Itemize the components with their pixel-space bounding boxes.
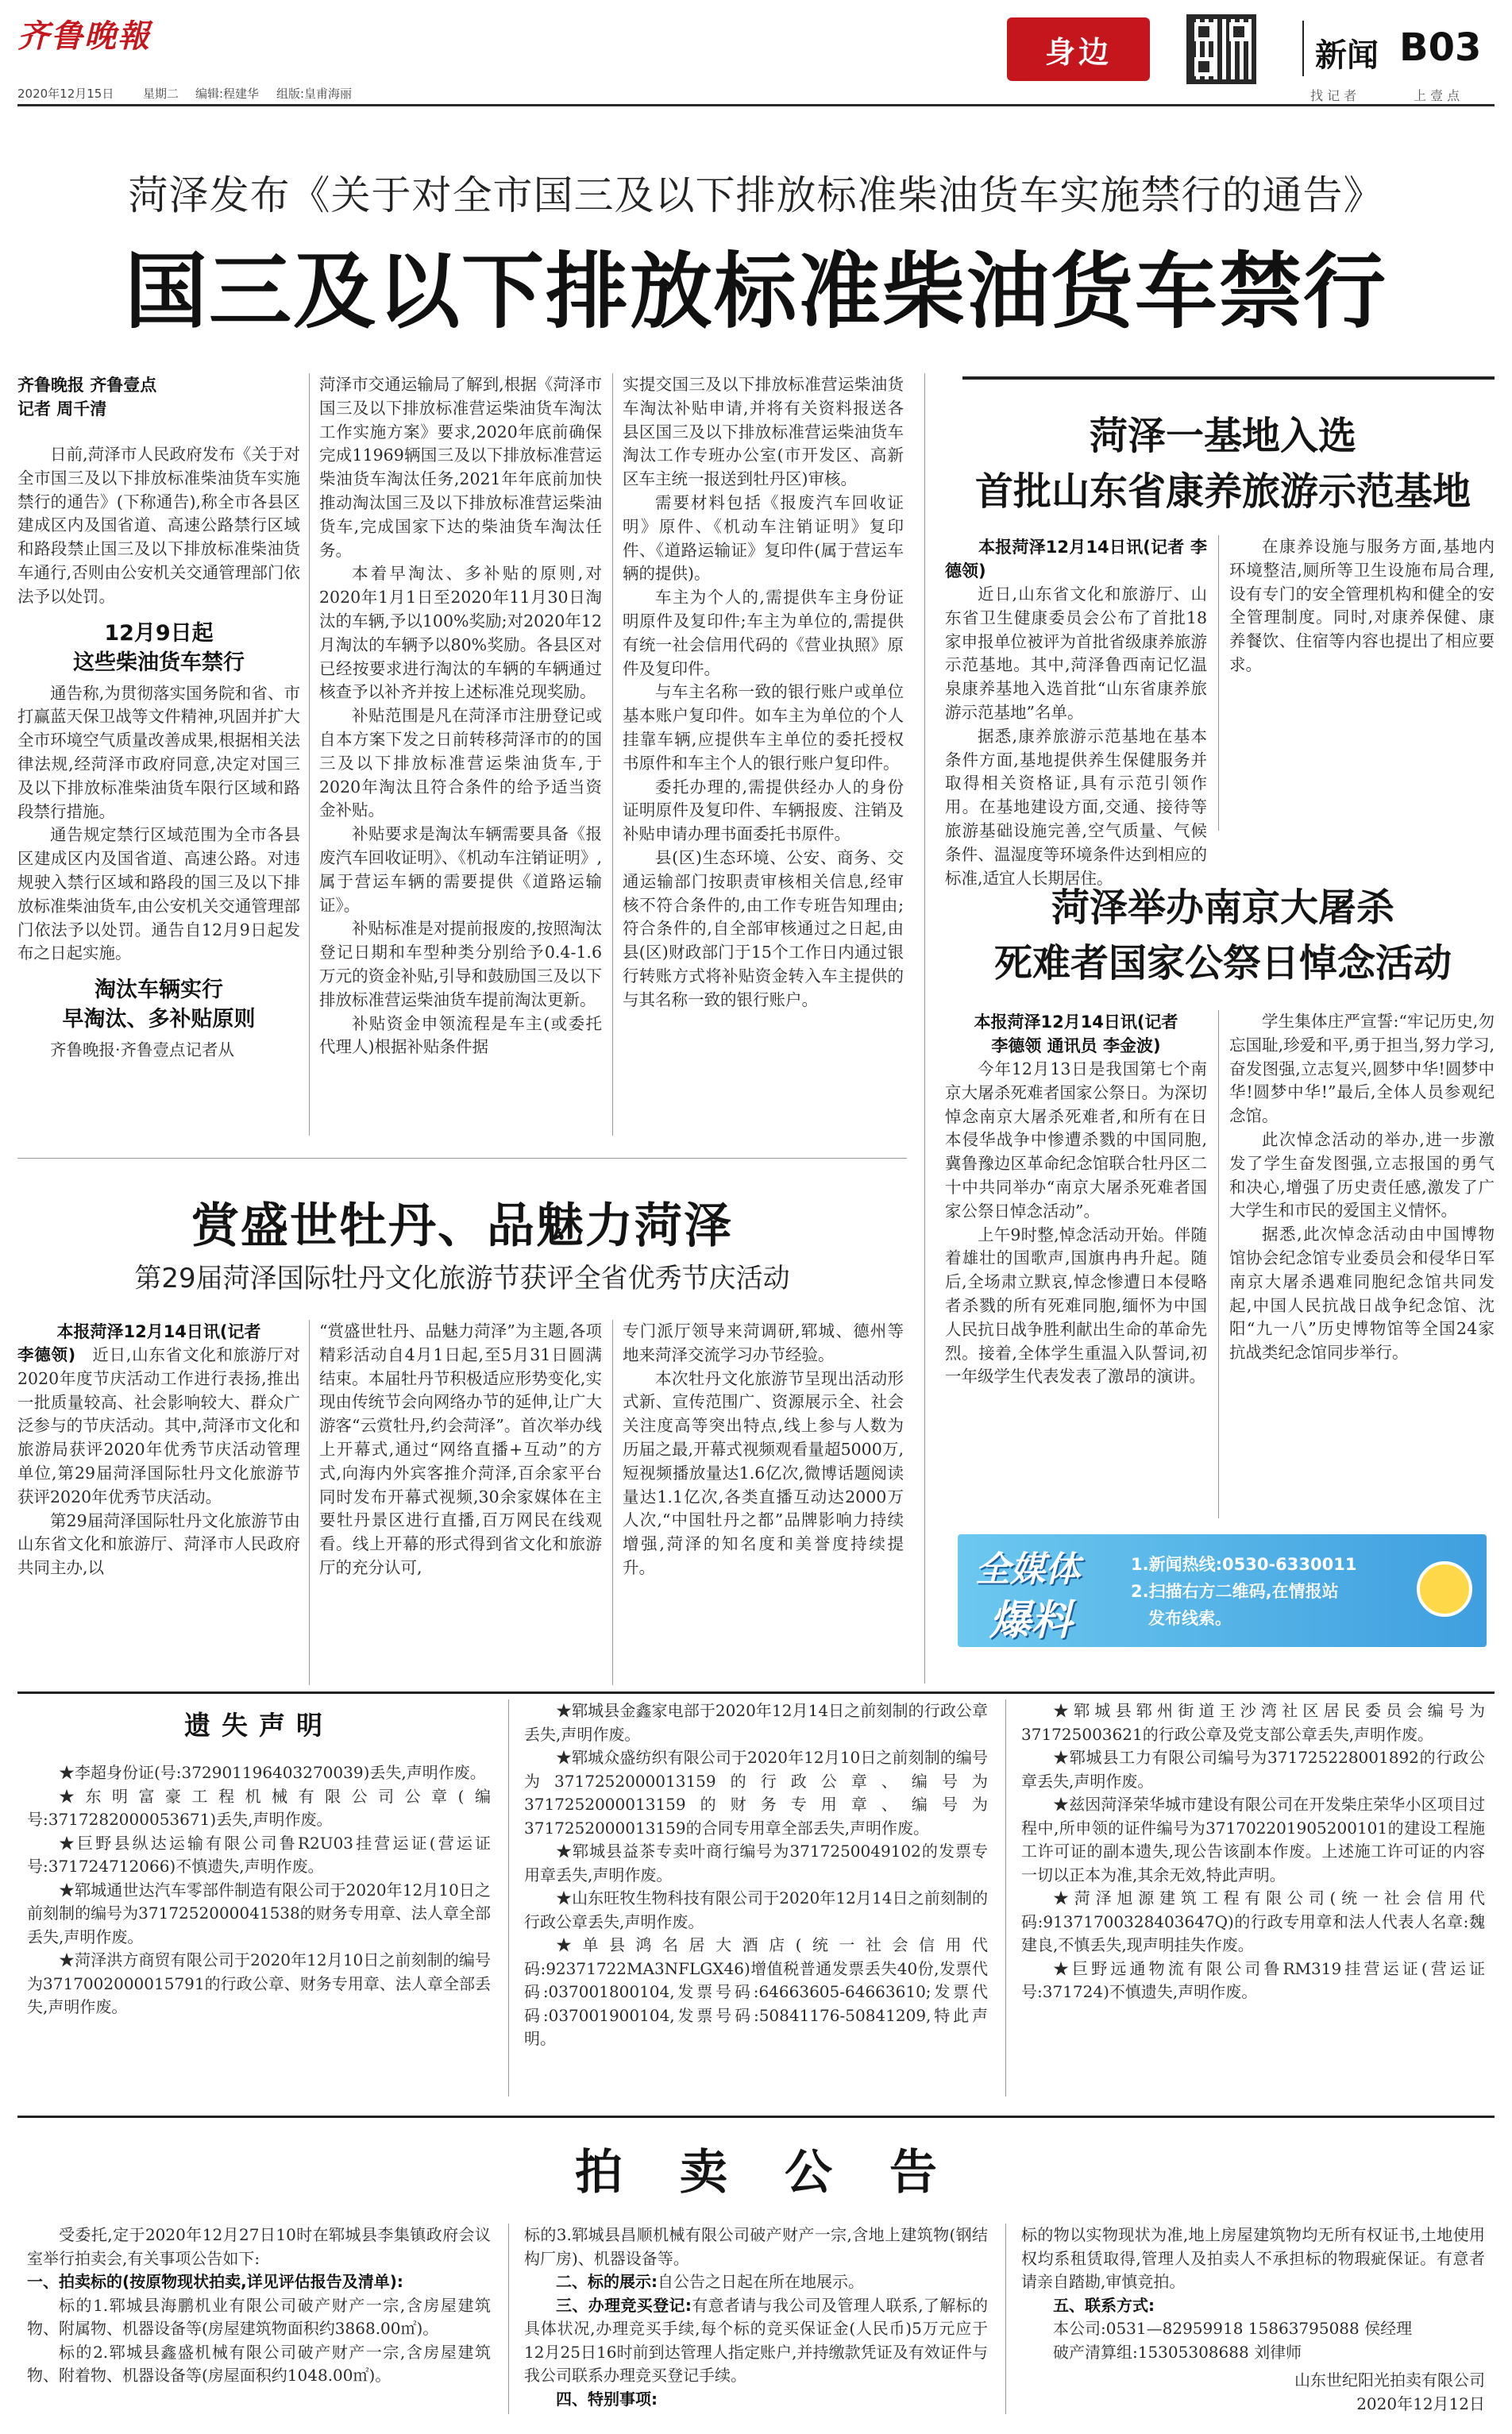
paragraph: 本次牡丹文化旅游节呈现出活动形式新、宣传范围广、资源展示全、社会关注度高等突出特点,线上参与人数为历届之最,开幕式视频观看量超5000万,短视频播放量达1.6亿次,微博话题阅读量达1.1亿次,各类直播互动达2000万人次,“中国牡丹之都”品牌影响力持续增强,菏泽的知名度和美誉度持续提升。 <box>623 1368 904 1577</box>
story2-byline: 本报菏泽12月14日讯(记者 李德领) <box>945 538 1207 581</box>
paragraph: 受委托,定于2020年12月27日10时在郓城县李集镇政府会议室举行拍卖会,有关事项公告如下: <box>27 2225 491 2268</box>
auction-heading-3: 三、办理竞买登记: <box>556 2295 692 2315</box>
story4-title: 赏盛世牡丹、品魅力菏泽 <box>191 1198 733 1254</box>
paragraph: 补贴范围是凡在菏泽市注册登记或自本方案下发之日前转移菏泽市的的国三及以下排放标准营运柴油货车,于2020年淘汰且符合条件的给予适当资金补贴。 <box>319 706 602 820</box>
column-divider <box>309 373 310 1136</box>
paragraph: 补贴资金申领流程是车主(或委托代理人)根据补贴条件据 <box>319 1013 602 1057</box>
lost-notice: ★巨野远通物流有限公司鲁RM319挂营运证(营运证号:371724)不慎遗失,声明作废。 <box>1021 1958 1485 2001</box>
auction-heading-5: 五、联系方式: <box>1053 2295 1155 2315</box>
column-divider <box>508 1699 509 2096</box>
paragraph: 今年12月13日是我国第七个南京大屠杀死难者国家公祭日。为深切悼念南京大屠杀死难者,和所有在日本侵华战争中惨遭杀戮的中国同胞,冀鲁豫边区革命纪念馆联合牡丹区二十中共同举办“南京大屠杀死难者国家公祭日悼念活动”。 <box>945 1059 1207 1221</box>
lead-byline-1: 齐鲁晚报 齐鲁壹点 <box>17 376 157 395</box>
paragraph: 专门派厅领导来菏调研,郓城、德州等地来菏泽交流学习办节经验。 <box>623 1321 904 1364</box>
column-divider <box>1005 2224 1006 2414</box>
lost-title: 遗失声明 <box>184 1710 334 1741</box>
lost-column-2 <box>524 1695 988 2108</box>
auction-heading-4: 四、特别事项: <box>556 2389 658 2409</box>
auction-heading-1: 一、拍卖标的(按原物现状拍卖,详见评估报告及清单): <box>27 2272 403 2291</box>
lost-notice: ★山东旺牧生物科技有限公司于2020年12月14日之前刻制的行政公章丢失,声明作废。 <box>524 1888 988 1931</box>
tip-off-ad <box>958 1534 1487 1647</box>
lead-subhead-1: 12月9日起 这些柴油货车禁行 <box>73 620 245 675</box>
paragraph: 学生集体庄严宣誓:“牢记历史,勿忘国耻,珍爱和平,勇于担当,努力学习,奋发图强,立志复兴,圆梦中华!圆梦中华!圆梦中华!”最后,全体人员参观纪念馆。 <box>1229 1012 1495 1126</box>
section-tag-label: 身边 <box>1044 34 1112 70</box>
lost-notice: ★菏泽旭源建筑工程有限公司(统一社会信用代码:91371700328403647Q)的行政专用章和法人代表人名章:魏建良,不慎丢失,现声明挂失作废。 <box>1021 1888 1485 1954</box>
section-name: 新闻 <box>1315 37 1379 74</box>
paragraph: 近日,山东省文化和旅游厅、山东省卫生健康委员会公布了首批18家申报单位被评为首批省级康养旅游示范基地。其中,菏泽鲁西南记忆温泉康养基地入选首批“山东省康养旅游示范基地”名单。 <box>945 584 1207 722</box>
column-divider <box>1218 535 1219 831</box>
paragraph: 通告称,为贯彻落实国务院和省、市打赢蓝天保卫战等文件精神,巩固并扩大全市环境空气质量改善成果,根据相关法律法规,经菏泽市政府同意,决定对国三及以下排放标准柴油货车限行区域和路段禁行措施。 <box>17 683 300 821</box>
column-divider <box>924 373 925 1684</box>
auction-text: 有意者请与我公司及管理人联系,了解标的具体状况,办理竞买手续,每个标的竞买保证金(人民币)5万元应于12月25日16时前到达管理人指定账户,并持缴款凭证及有效证件与我公司联系办理竞买登记手续。 <box>524 2295 989 2385</box>
auction-column-1 <box>27 2224 491 2422</box>
page-number: B03 <box>1399 25 1482 70</box>
story3-column-2 <box>1229 1010 1495 1518</box>
story2-column-2 <box>1229 535 1495 831</box>
lead-column-1 <box>17 373 300 1136</box>
paragraph: 齐鲁晚报·齐鲁壹点记者从 <box>50 1040 235 1060</box>
lead-byline-2: 记者 周千清 <box>17 399 107 419</box>
lost-notice: ★单县鸿名居大酒店(统一社会信用代码:92371722MA3NFLGX46)增值税普通发票丢失40份,发票代码:037001800104,发票号码:64663605-64663610;发票代码:037001900104,发票号码:50841176-50841209,特此声明。 <box>524 1935 988 2048</box>
lead-column-3 <box>623 373 904 1136</box>
lead-column-2 <box>319 373 602 1136</box>
lost-notice: ★郓城县工力有限公司编号为371725228001892的行政公章丢失,声明作废。 <box>1021 1748 1485 1791</box>
story-rule <box>962 376 1495 380</box>
story4-column-3 <box>623 1320 904 1685</box>
column-divider <box>1005 1699 1006 2096</box>
paragraph: 需要材料包括《报废汽车回收证明》原件、《机动车注销证明》复印件、《道路运输证》复印件(属于营运车辆的提供)。 <box>623 492 904 584</box>
paragraph: 在康养设施与服务方面,基地内环境整洁,厕所等卫生设施布局合理,设有专门的安全管理机构和健全的安全管理制度。同时,对康养保健、康养餐饮、住宿等内容也提出了相应要求。 <box>1229 537 1495 674</box>
paragraph: 据悉,康养旅游示范基地在基本条件方面,基地提供养生保健服务并取得相关资格证,具有示范引领作用。在基地建设方面,交通、接待等旅游基础设施完善,空气质量、气候条件、温湿度等环境条件达到相应的标准,适宜人长期居住。 <box>945 726 1207 888</box>
paragraph: 通告规定禁行区域范围为全市各县区建成区内及国省道、高速公路。对违规驶入禁行区域和路段的国三及以下排放标准柴油货车,由公安机关交通管理部门依法予以处罚。通告自12月9日起发布之日起实施。 <box>17 825 300 963</box>
issue-weekday: 星期二 <box>143 87 179 101</box>
paragraph <box>524 2294 988 2388</box>
classified-top-rule <box>17 1691 1495 1694</box>
paragraph: “赏盛世牡丹、品魅力菏泽”为主题,各项精彩活动自4月1日起,至5月31日圆满结束。本届牡丹节积极适应形势变化,实现由传统节会向网络办节的延伸,让广大游客“云赏牡丹,约会菏泽”。首次举办线上开幕式,通过“网络直播+互动”的方式,向海内外宾客推介菏泽,百余家平台同时发布开幕式视频,30余家媒体在主要牡丹景区进行直播,百万网民在线观看。线上开幕的形式得到省文化和旅游厅的充分认可, <box>319 1321 602 1577</box>
paragraph <box>17 1344 300 1510</box>
story3-column-1 <box>945 1010 1207 1518</box>
section-tag <box>1007 17 1150 81</box>
column-divider <box>508 2224 509 2414</box>
lost-notice: ★巨野县纵达运输有限公司鲁R2U03挂营运证(营运证号:371724712066)不慎遗失,声明作废。 <box>27 1833 491 1876</box>
paragraph: 补贴要求是淘汰车辆需要具备《报废汽车回收证明》、《机动车注销证明》,属于营运车辆的需要提供《道路运输证》。 <box>319 824 602 915</box>
lost-column-1 <box>27 1695 491 2108</box>
lead-headline: 国三及以下排放标准柴油货车禁行 <box>124 243 1387 340</box>
paragraph: 标的3.郓城县昌顺机械有限公司破产财产一宗,含地上建筑物(钢结构厂房)、机器设备等。 <box>524 2225 988 2268</box>
paragraph: 此次悼念活动的举办,进一步激发了学生奋发图强,立志报国的勇气和决心,增强了历史责任感,激发了广大学生和市民的爱国主义情怀。 <box>1229 1129 1495 1221</box>
column-divider <box>612 373 613 1136</box>
ad-title-2: 爆料 <box>989 1597 1073 1645</box>
ad-megaphone-icon <box>1417 1561 1472 1617</box>
paragraph: 据悉,此次悼念活动由中国博物馆协会纪念馆专业委员会和侵华日军南京大屠杀遇难同胞纪念馆共同发起,中国人民抗战日战争纪念馆、沈阳“九一八”历史博物馆等全国24家抗战类纪念馆同步举行。 <box>1229 1225 1495 1363</box>
layout-credit: 组版:皇甫海丽 <box>276 87 353 101</box>
column-divider <box>612 1320 613 1685</box>
paragraph: 补贴标准是对提前报废的,按照淘汰登记日期和车型种类分别给予0.4-1.6万元的资金补贴,引导和鼓励国三及以下排放标准营运柴油货车提前淘汰更新。 <box>319 919 602 1009</box>
auction-title: 拍卖公告 <box>575 2145 994 2201</box>
auction-text: 自公告之日起在所在地展示。 <box>658 2272 864 2291</box>
paragraph: 菏泽市交通运输局了解到,根据《菏泽市国三及以下排放标准营运柴油货车淘汰工作实施方案》要求,2020年底前确保完成11969辆国三及以下排放标准营运柴油货车淘汰任务,2021年年底前加快推动淘汰国三及以下排放标准营运柴油货车,完成国家下达的柴油货车淘汰任务。 <box>319 375 602 560</box>
ad-line-3: 发布线索。 <box>1148 1609 1232 1628</box>
story-rule <box>17 1158 907 1159</box>
story2-title-1: 菏泽一基地入选 <box>1089 414 1356 458</box>
column-divider <box>309 1320 310 1685</box>
auction-company: 山东世纪阳光拍卖有限公司 <box>1294 2370 1485 2390</box>
story4-byline-2: 李德领) <box>17 1345 76 1364</box>
auction-contact-2: 破产清算组:15305308688 刘律师 <box>1053 2342 1302 2362</box>
story3-byline-1: 本报菏泽12月14日讯(记者 <box>974 1013 1178 1032</box>
paragraph: 委托办理的,需提供经办人的身份证明原件及复印件、车辆报废、注销及补贴申请办理书面委托书原件。 <box>623 777 904 844</box>
story4-column-1 <box>17 1320 300 1685</box>
masthead-rule <box>17 104 1495 106</box>
auction-date: 2020年12月12日 <box>1356 2393 1485 2413</box>
lost-notice: ★郓城通世达汽车零部件制造有限公司于2020年12月10日之前刻制的编号为3717252000041538的财务专用章、法人章全部丢失,声明作废。 <box>27 1880 491 1946</box>
lost-notice: ★李超身份证(号:372901196403270039)丢失,声明作废。 <box>59 1763 486 1782</box>
lost-notice: ★郓城众盛纺织有限公司于2020年12月10日之前刻制的编号为3717252000013159的行政公章、编号为3717252000013159的财务专用章、编号为3717252000013159的合同专用章全部丢失,声明作废。 <box>524 1748 988 1838</box>
ad-title-1: 全媒体 <box>975 1549 1080 1590</box>
story3-title-2: 死难者国家公祭日悼念活动 <box>993 941 1452 986</box>
ad-line-2: 2.扫描右方二维码,在情报站 <box>1131 1582 1339 1601</box>
lead-kicker: 菏泽发布《关于对全市国三及以下排放标准柴油货车实施禁行的通告》 <box>128 172 1384 218</box>
qr-code-icon <box>1186 14 1256 84</box>
lost-notice: ★东明富豪工程机械有限公司公章(编号:3717282000053671)丢失,声明作废。 <box>27 1786 491 1829</box>
paragraph: 实提交国三及以下排放标准营运柴油货车淘汰补贴申请,并将有关资料报送各县区国三及以下排放标准营运柴油货车淘汰工作专班办公室(市开发区、高新区车主统一报送到牡丹区)审核。 <box>623 375 904 489</box>
paragraph: 本着早淘汰、多补贴的原则,对2020年1月1日至2020年11月30日淘汰的车辆,予以100%奖励;对2020年12月淘汰的车辆予以80%奖励。各县区对已经按要求进行淘汰的车辆的车辆通过核查予以补齐并按上述标准兑现奖励。 <box>319 564 602 702</box>
auction-heading-2: 二、标的展示: <box>556 2272 658 2291</box>
find-reporter-label: 找 记 者 <box>1310 88 1357 103</box>
lost-notice: ★郓城县金鑫家电部于2020年12月14日之前刻制的行政公章丢失,声明作废。 <box>524 1701 988 1744</box>
paragraph: 县(区)生态环境、公安、商务、交通运输部门按职责审核相关信息,经审核不符合条件的,由工作专班告知理由;符合条件的,自全部审核通过之日起,由县(区)财政部门于15个工作日内通过银行转账方式将补贴资金转入车主提供的与其名称一致的银行账户。 <box>623 847 904 1009</box>
story2-title-2: 首批山东省康养旅游示范基地 <box>974 469 1471 514</box>
editor-credit: 编辑:程建华 <box>195 87 260 101</box>
paragraph: 标的1.郓城县海鹏机业有限公司破产财产一宗,含房屋建筑物、附属物、机器设备等(房屋建筑物面积约3868.00㎡)。 <box>27 2295 491 2338</box>
lost-notice: ★郓城县郓州街道王沙湾社区居民委员会编号为371725003621的行政公章及党支部公章丢失,声明作废。 <box>1021 1701 1485 1744</box>
story4-text: 近日,山东省文化和旅游厅对2020年度节庆活动工作进行表扬,推出一批质量较高、社会影响较大、群众广泛参与的节庆活动。其中,菏泽市文化和旅游局获评2020年优秀节庆活动管理单位,第29届菏泽国际牡丹文化旅游节获评2020年优秀节庆活动。 <box>17 1345 300 1506</box>
auction-column-2 <box>524 2224 988 2422</box>
paragraph: 与车主名称一致的银行账户或单位基本账户复印件。如车主为单位的个人挂靠车辆,应提供车主单位的委托授权书原件和车主个人的银行账户复印件。 <box>623 682 904 773</box>
app-label: 上 壹 点 <box>1414 88 1460 103</box>
story3-byline-2: 李德领 通讯员 李金波) <box>991 1036 1161 1055</box>
issue-date: 2020年12月15日 <box>17 87 114 101</box>
lead-subhead-2: 淘汰车辆实行 早淘汰、多补贴原则 <box>62 978 256 1032</box>
paragraph: 第29届菏泽国际牡丹文化旅游节由山东省文化和旅游厅、菏泽市人民政府共同主办,以 <box>17 1510 300 1578</box>
lost-notice: ★兹因菏泽荣华城市建设有限公司在开发柴庄荣华小区项目过程中,所申领的证件编号为371702201905200101的建设工程施工许可证的副本遗失,现公告该副本作废。上述施工许可证的内容一切以正本为准,其余无效,特此声明。 <box>1021 1795 1485 1884</box>
auction-column-3 <box>1021 2224 1485 2422</box>
paragraph: 车主为个人的,需提供车主身份证明原件及复印件;车主为单位的,需提供有统一社会信用代码的《营业执照》原件及复印件。 <box>623 588 904 678</box>
paragraph: 标的物以实物现状为准,地上房屋建筑物均无所有权证书,土地使用权均系租赁取得,管理人及拍卖人不承担标的物瑕疵保证。有意者请亲自踏勘,审慎竞拍。 <box>1021 2225 1485 2291</box>
story4-column-2 <box>319 1320 602 1685</box>
ad-line-1: 1.新闻热线:0530-6330011 <box>1131 1555 1357 1574</box>
paragraph: 日前,菏泽市人民政府发布《关于对全市国三及以下排放标准柴油货车实施禁行的通告》(下称通告),称全市各县区建成区内及国省道、高速公路禁行区域和路段禁止国三及以下排放标准柴油货车通行,否则由公安机关交通管理部门依法予以处罚。 <box>17 445 300 606</box>
story3-title-1: 菏泽举办南京大屠杀 <box>1051 885 1394 930</box>
lost-notice: ★郓城县益茶专卖叶商行编号为3717250049102的发票专用章丢失,声明作废。 <box>524 1842 988 1884</box>
lost-notice: ★菏泽洪方商贸有限公司于2020年12月10日之前刻制的编号为3717002000015791的行政公章、财务专用章、法人章全部丢失,声明作废。 <box>27 1950 491 2016</box>
paragraph: 上午9时整,悼念活动开始。伴随着雄壮的国歌声,国旗冉冉升起。随后,全场肃立默哀,悼念惨遭日本侵略者杀戮的所有死难同胞,缅怀为中国人民抗日战争胜利献出生命的革命先烈。接着,全体学生重温入队誓词,初一年级学生代表发表了激昂的演讲。 <box>945 1225 1207 1387</box>
story2-column-1 <box>945 535 1207 888</box>
story4-subtitle: 第29届菏泽国际牡丹文化旅游节获评全省优秀节庆活动 <box>134 1263 790 1294</box>
lost-column-3 <box>1021 1695 1485 2108</box>
paragraph: 标的2.郓城县鑫盛机械有限公司破产财产一宗,含房屋建筑物、附着物、机器设备等(房屋面积约1048.00㎡)。 <box>27 2342 491 2385</box>
paragraph <box>524 2270 988 2294</box>
newspaper-logo: 齐鲁晚報 <box>17 17 151 55</box>
auction-contact-1: 本公司:0531—82959918 15863795088 侯经理 <box>1053 2319 1413 2338</box>
section-divider <box>1302 21 1304 76</box>
auction-top-rule <box>17 2116 1495 2118</box>
column-divider <box>1218 1010 1219 1518</box>
story4-byline-1: 本报菏泽12月14日讯(记者 <box>56 1322 261 1341</box>
